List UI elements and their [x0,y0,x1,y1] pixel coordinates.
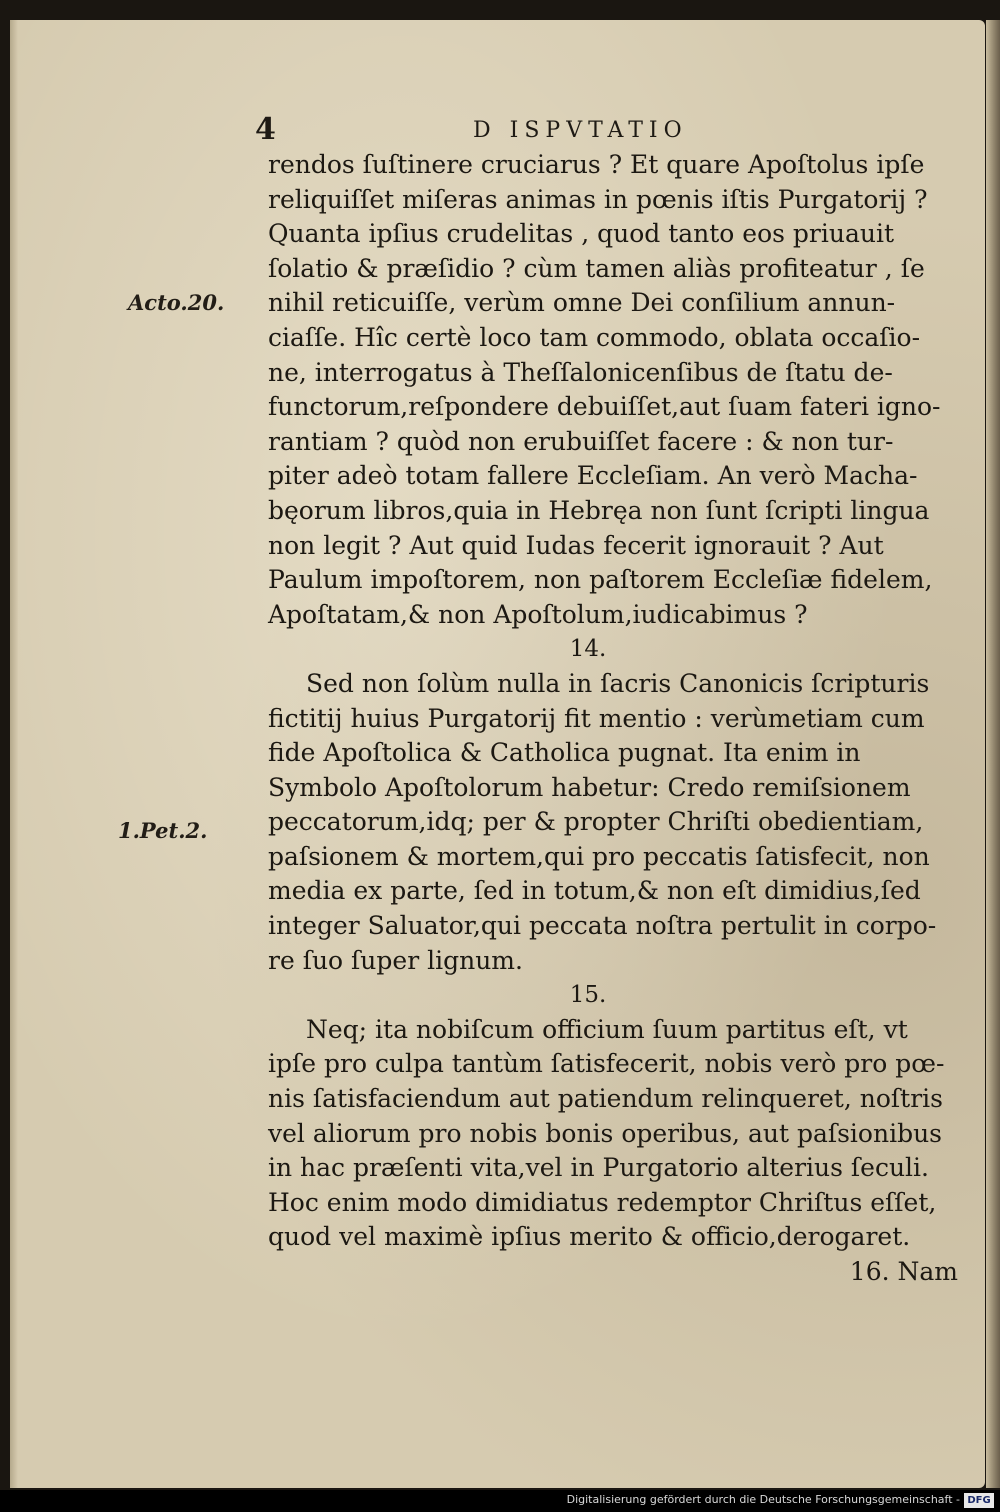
text-line: Neq; ita nobiſcum officium ſuum partitus eſt, vt [306,1014,908,1044]
text-line: integer Saluator,qui peccata noſtra pertulit in corpo- [268,911,937,941]
text-line: ſolatio & præſidio ? cùm tamen aliàs profiteatur , ſe [268,253,925,283]
page-number: 4 [255,112,276,147]
text-line: peccatorum,idq; per & propter Chriſti obedientiam, [268,807,924,837]
catchword: 16. Nam [849,1257,958,1286]
text-line: paſsionem & mortem,qui pro peccatis ſatisfecit, non [268,841,930,871]
text-line: fide Apoſtolica & Catholica pugnat. Ita enim in [268,738,861,768]
text-line: Symbolo Apoſtolorum habetur: Credo remiſsionem [268,772,911,802]
digitization-credit: Digitalisierung gefördert durch die Deutsche Forschungsgemeinschaft - [566,1493,960,1506]
running-head [255,112,755,152]
text-line: Paulum impoſtorem, non paſtorem Eccleſiæ fidelem, [268,565,933,595]
text-line: in hac præſenti vita,vel in Purgatorio alterius ſeculi. [268,1153,929,1183]
text-line: nihil reticuiſſe, verùm omne Dei conſilium annun- [268,288,896,318]
text-line: Sed non ſolùm nulla in ſacris Canonicis ſcripturis [306,668,930,698]
text-line: piter adeò totam fallere Eccleſiam. An verò Macha- [268,461,918,491]
running-head-title: D ISPVTATIO [473,118,688,143]
text-line: media ex parte, ſed in totum,& non eſt dimidius,ſed [268,876,921,906]
text-line: nis ſatisfaciendum aut patiendum relinqueret, noſtris [268,1084,943,1114]
text-line: ciaſſe. Hîc certè loco tam commodo, oblata occaſio- [268,322,921,352]
text-line: rendos ſuſtinere cruciarus ? Et quare Apoſtolus ipſe [268,150,925,179]
text-line: re ſuo ſuper lignum. [268,945,523,975]
page-gutter-shadow [10,20,18,1488]
text-line: non legit ? Aut quid Iudas fecerit ignorauit ? Aut [268,530,884,560]
dfg-logo-icon: DFG [964,1493,994,1508]
margin-note-acts: Acto.20. [128,290,225,315]
text-line: reliquiſſet miſeras animas in pœnis iſtis Purgatorij ? [268,184,928,214]
margin-note-peter: 1.Pet.2. [118,818,208,843]
section-number-14: 14. [569,636,607,663]
text-line: Apoſtatam,& non Apoſtolum,iudicabimus ? [268,599,808,629]
text-line: quod vel maximè ipſius merito & officio,derogaret. [268,1222,911,1252]
text-line: rantiam ? quòd non erubuiſſet facere : & non tur- [268,426,894,456]
text-line: ne, interrogatus à Theſſalonicenſibus de ſtatu de- [268,357,893,387]
page-edge [986,20,1000,1488]
text-line: Quanta ipſius crudelitas , quod tanto eos priuauit [268,219,895,249]
body-text [268,148,968,1290]
section-number-15: 15. [569,982,607,1009]
text-line: functorum,reſpondere debuiſſet,aut ſuam fateri igno- [268,392,941,422]
text-line: Hoc enim modo dimidiatus redemptor Chriſtus eſſet, [268,1187,937,1217]
text-line: fictitij huius Purgatorij fit mentio : verùmetiam cum [268,703,925,733]
text-line: vel aliorum pro nobis bonis operibus, aut paſsionibus [268,1118,943,1148]
text-line: ipſe pro culpa tantùm ſatisfecerit, nobis verò pro pœ- [268,1049,945,1079]
footer-bar [0,1490,1000,1512]
text-line: bęorum libros,quia in Hebręa non ſunt ſcripti lingua [268,495,930,525]
